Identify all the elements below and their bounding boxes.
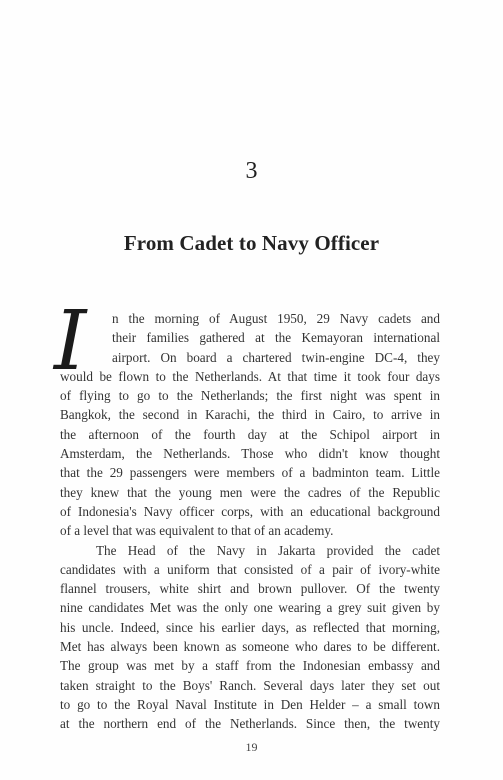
text-line: flannel trousers, white shirt and brown pullover. Of the twenty xyxy=(60,581,440,597)
text-line: their families gathered at the Kemayoran international xyxy=(112,330,440,346)
text-line: at the northern end of the Netherlands. Since then, the twenty xyxy=(60,716,440,732)
text-line: of Indonesia's Navy officer corps, with an educational background xyxy=(60,503,440,519)
text-line: of a level that was equivalent to that of an academy. xyxy=(60,523,334,539)
body-text xyxy=(54,294,440,734)
page-number: 19 xyxy=(245,740,258,754)
text-line: would be flown to the Netherlands. At that time it took four days xyxy=(60,368,440,384)
text-line: to go to the Royal Naval Institute in Den Helder – a small town xyxy=(60,696,440,712)
chapter-number: 3 xyxy=(245,158,258,184)
text-line: The Head of the Navy in Jakarta provided the cadet xyxy=(96,542,440,558)
text-line: that the 29 passengers were members of a badminton team. Little xyxy=(60,465,440,481)
text-line: taken straight to the Boys' Ranch. Several days later they set out xyxy=(60,677,440,693)
text-line: nine candidates Met was the only one wearing a grey suit given by xyxy=(60,600,440,616)
text-line: airport. On board a chartered twin-engine DC-4, they xyxy=(112,349,440,365)
text-line: the afternoon of the fourth day at the Schipol airport in xyxy=(60,426,440,442)
text-line: Bangkok, the second in Karachi, the third in Cairo, to arrive in xyxy=(60,407,440,423)
chapter-title: From Cadet to Navy Officer xyxy=(123,231,380,255)
text-line: candidates with a uniform that consisted of a pair of ivory-white xyxy=(60,561,440,577)
text-line: Met has always been known as someone who dares to be different. xyxy=(60,639,440,655)
paragraph-2 xyxy=(60,541,440,734)
text-line: they knew that the young men were the cadres of the Republic xyxy=(60,484,440,500)
text-line: n the morning of August 1950, 29 Navy cadets and xyxy=(112,311,440,326)
text-line: his uncle. Indeed, since his earlier days, as reflected that morning, xyxy=(60,619,440,635)
text-line: Amsterdam, the Netherlands. Those who didn't know thought xyxy=(60,446,440,462)
text-line: The group was met by a staff from the Indonesian embassy and xyxy=(60,658,440,674)
drop-cap: I xyxy=(54,294,87,389)
text-line: of flying to go to the Netherlands; the first night was spent in xyxy=(60,388,440,404)
paragraph-1 xyxy=(54,294,440,541)
